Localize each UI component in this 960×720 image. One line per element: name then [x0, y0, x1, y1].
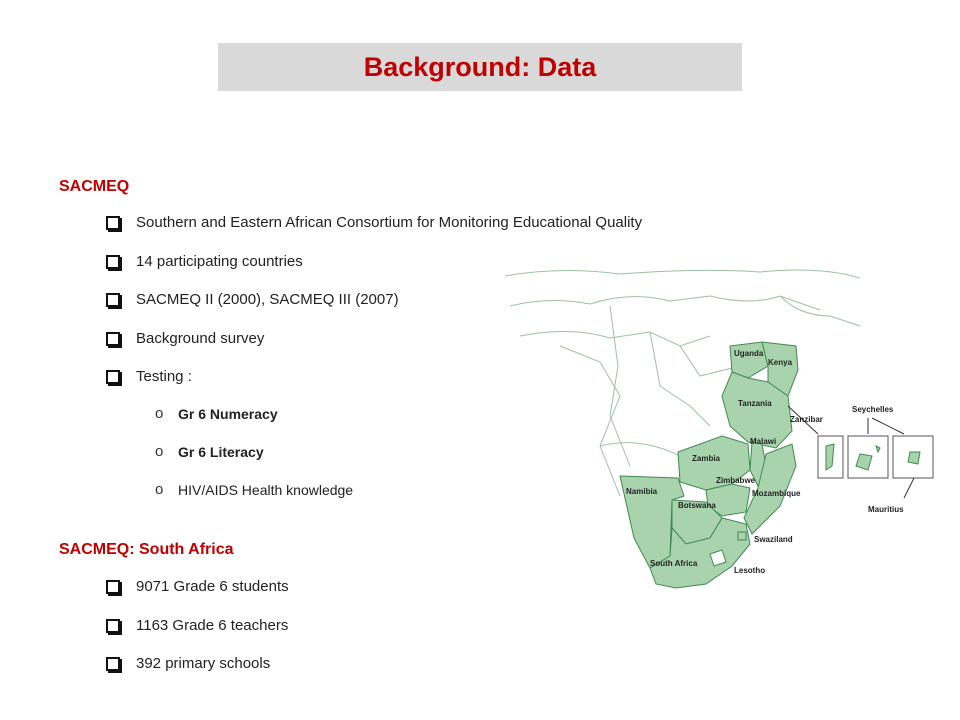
- label-seychelles: Seychelles: [852, 405, 894, 414]
- checkbox-bullet-icon: [106, 619, 120, 633]
- label-zimbabwe: Zimbabwe: [716, 476, 756, 485]
- label-south-africa: South Africa: [650, 559, 698, 568]
- list-item: o Gr 6 Literacy: [155, 443, 264, 460]
- label-kenya: Kenya: [768, 358, 793, 367]
- label-malawi: Malawi: [750, 437, 777, 446]
- list-item: 14 participating countries: [106, 252, 642, 291]
- label-zambia: Zambia: [692, 454, 721, 463]
- list-item: 392 primary schools: [106, 654, 289, 693]
- member-countries: [620, 342, 798, 588]
- checkbox-bullet-icon: [106, 216, 120, 230]
- testing-sub-list: [155, 404, 353, 518]
- label-namibia: Namibia: [626, 487, 658, 496]
- list-item: Testing :: [106, 367, 642, 406]
- slide-title: Background: Data: [363, 51, 597, 82]
- label-mauritius: Mauritius: [868, 505, 904, 514]
- list-item: 1163 Grade 6 teachers: [106, 616, 289, 655]
- swaziland-shape: [738, 532, 746, 540]
- checkbox-bullet-icon: [106, 657, 120, 671]
- circle-bullet-icon: o: [155, 443, 164, 460]
- list-item: o Gr 6 Numeracy: [155, 405, 278, 422]
- section-heading-south-africa: SACMEQ: South Africa: [59, 541, 234, 558]
- section-heading-sacmeq: SACMEQ: [59, 178, 130, 195]
- label-lesotho: Lesotho: [734, 566, 766, 575]
- checkbox-bullet-icon: [106, 255, 120, 269]
- list-item: 9071 Grade 6 students: [106, 577, 289, 616]
- uganda-shape: [730, 342, 768, 378]
- sacmeq-countries-map: [500, 266, 940, 596]
- checkbox-bullet-icon: [106, 580, 120, 594]
- checkbox-bullet-icon: [106, 293, 120, 307]
- checkbox-bullet-icon: [106, 332, 120, 346]
- label-botswana: Botswana: [678, 501, 716, 510]
- list-item: o HIV/AIDS Health knowledge: [155, 481, 354, 498]
- label-swaziland: Swaziland: [754, 535, 793, 544]
- circle-bullet-icon: o: [155, 481, 164, 498]
- list-item: Southern and Eastern African Consortium for Monitoring Educational Quality: [106, 213, 642, 252]
- label-uganda: Uganda: [734, 349, 764, 358]
- checkbox-bullet-icon: [106, 370, 120, 384]
- list-item: SACMEQ II (2000), SACMEQ III (2007): [106, 290, 642, 329]
- label-mozambique: Mozambique: [752, 489, 801, 498]
- circle-bullet-icon: o: [155, 405, 164, 422]
- label-zanzibar: Zanzibar: [790, 415, 823, 424]
- south-africa-bullet-list: [106, 577, 289, 693]
- list-item: Background survey: [106, 329, 642, 368]
- title-bar: [218, 43, 742, 91]
- label-tanzania: Tanzania: [738, 399, 772, 408]
